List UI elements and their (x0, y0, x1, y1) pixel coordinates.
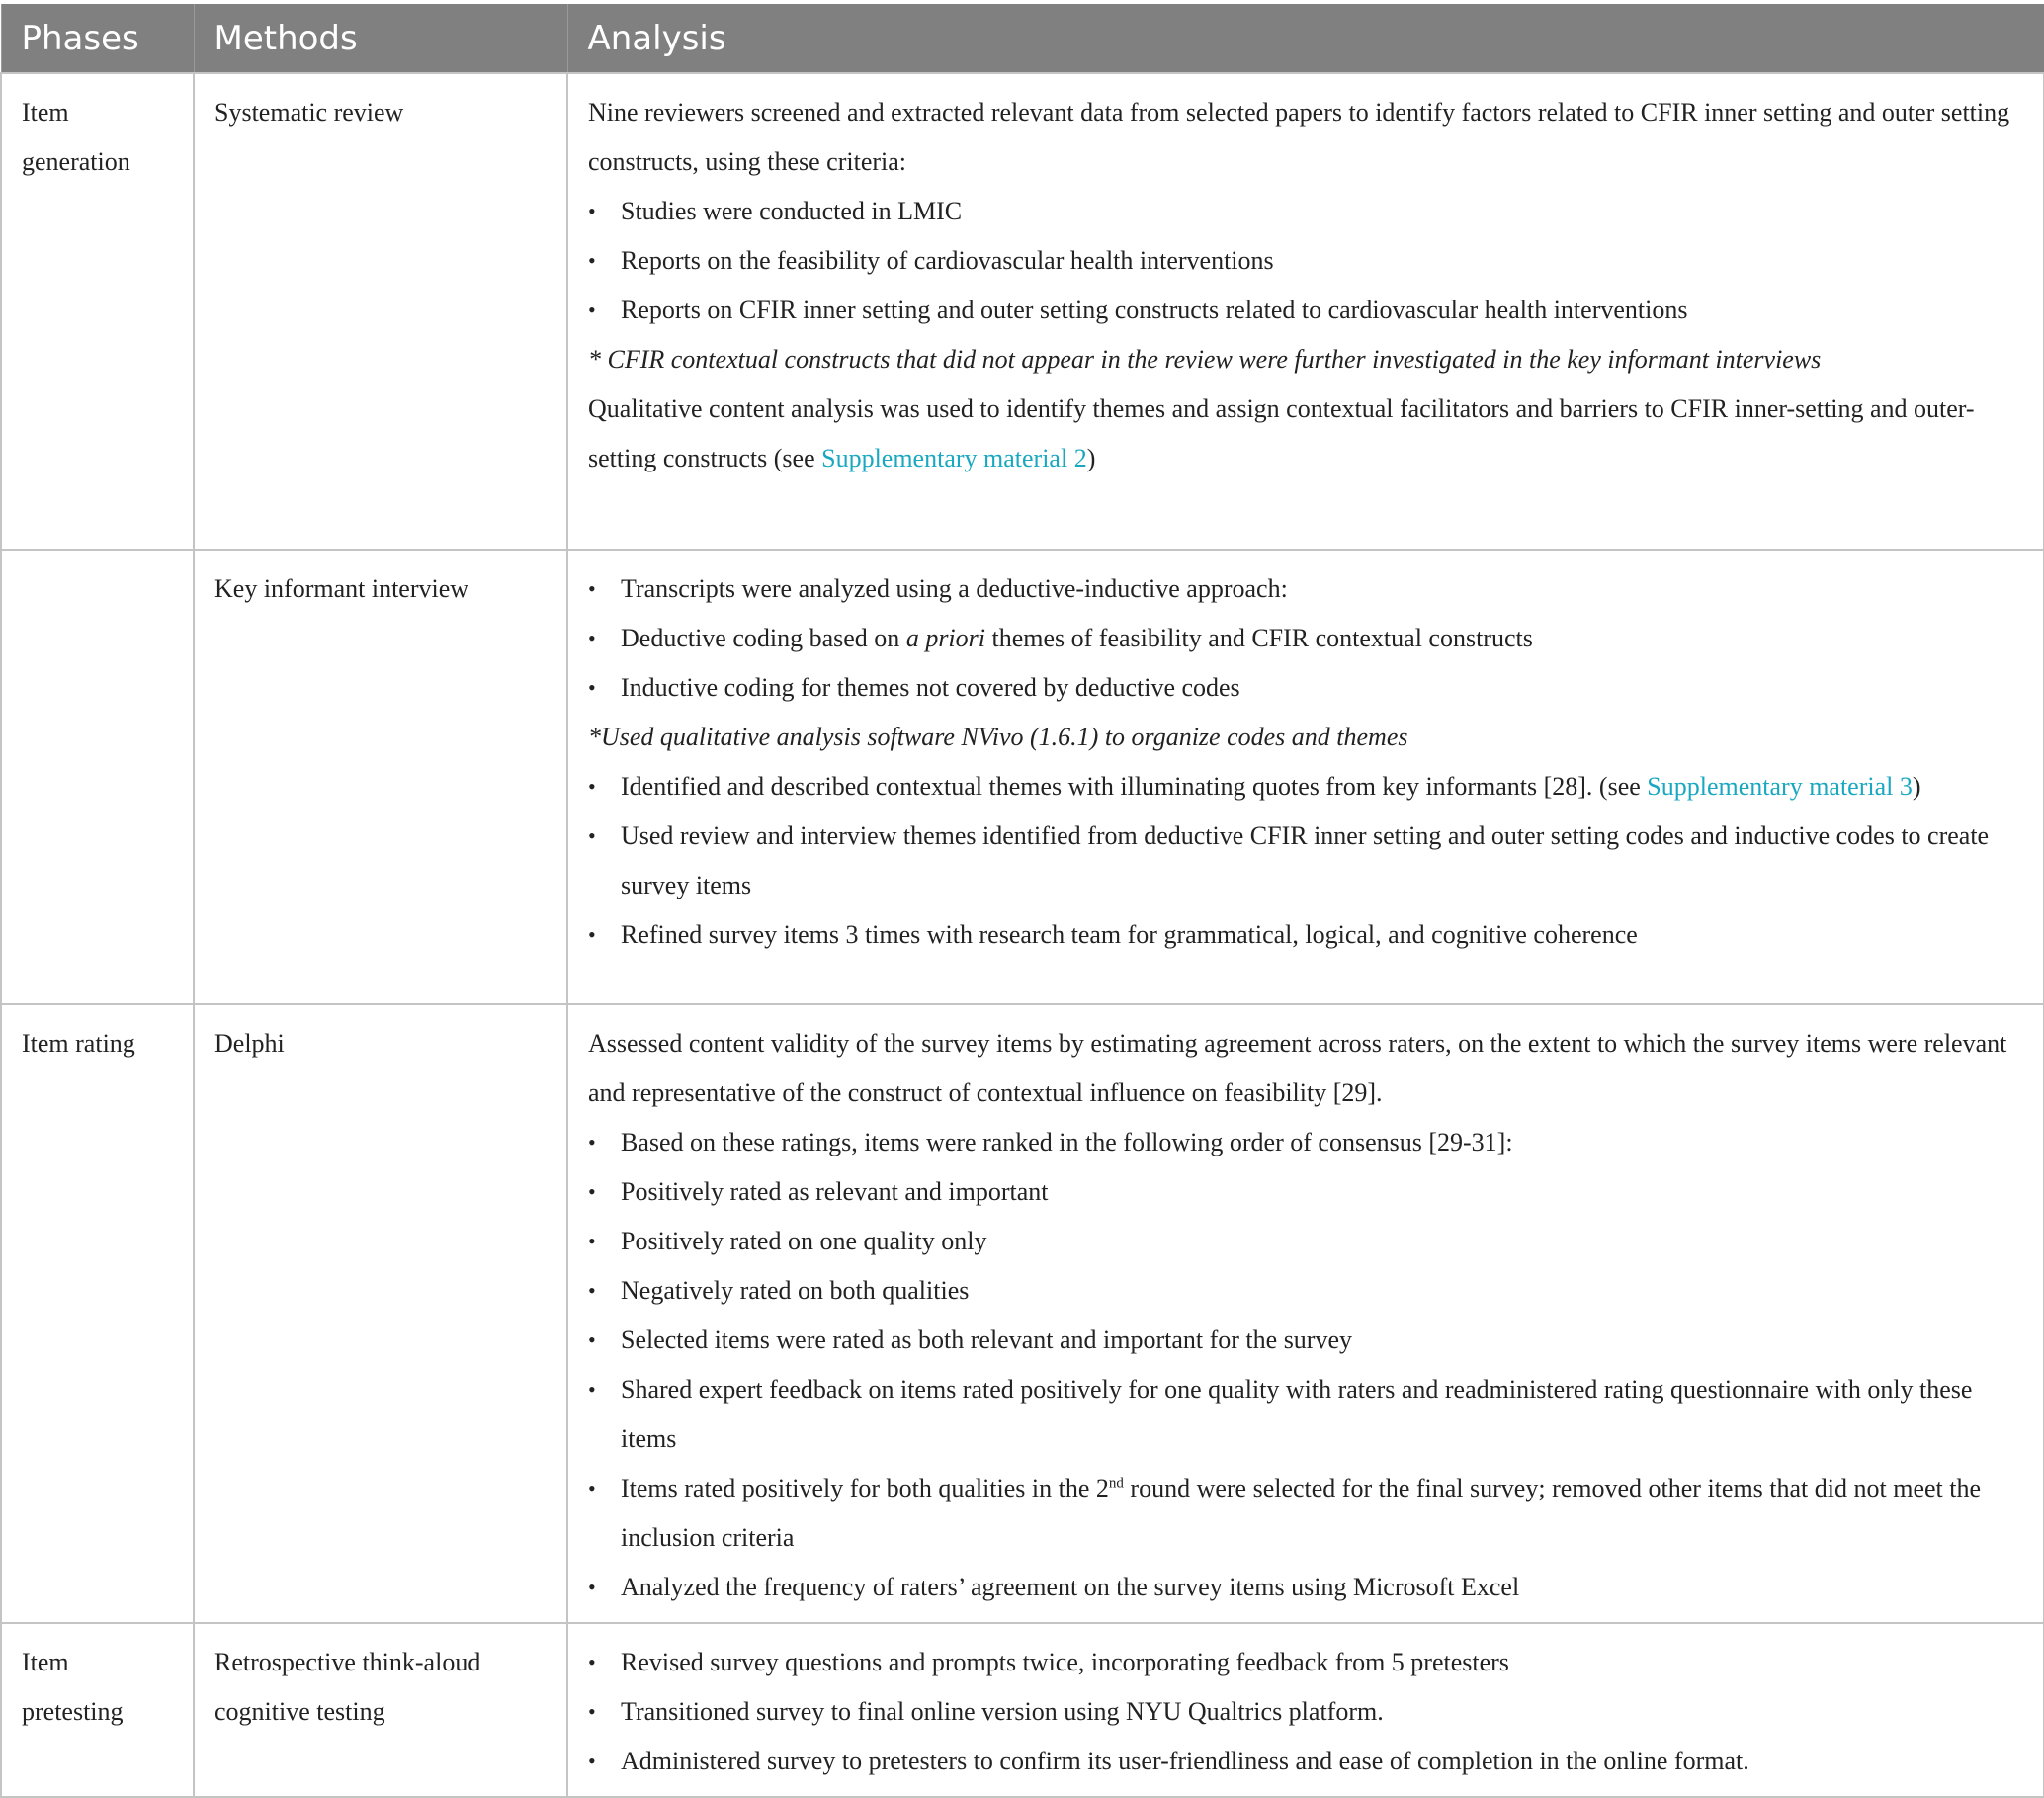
bullet-item: • Used review and interview themes identified from deductive CFIR inner setting and outer setting codes and inductive codes to create survey items (588, 812, 2025, 910)
methods-table (0, 4, 2044, 1798)
bullet-item: • Administered survey to pretesters to confirm its user-friendliness and ease of completion in the online format. (588, 1737, 2025, 1786)
analysis-intro: Assessed content validity of the survey items by estimating agreement across raters, on the extent to which the survey items were relevant and representative of the construct of contextual influence on feasibility [29]. (588, 1029, 2007, 1107)
analysis-cell (567, 550, 2044, 1004)
bullet-text: Identified and described contextual themes with illuminating quotes from key informants [28]. (see (621, 772, 1648, 801)
analysis-cell (567, 1623, 2044, 1797)
method-cell: Systematic review (194, 73, 567, 550)
supplementary-material-2-link[interactable]: Supplementary material 2 (821, 444, 1087, 472)
header-methods: Methods (194, 4, 567, 73)
bullet-item: • Revised survey questions and prompts twice, incorporating feedback from 5 pretesters (588, 1638, 2025, 1687)
bullet-text: Items rated positively for both qualities in the 2 (621, 1474, 1109, 1502)
analysis-note: * CFIR contextual constructs that did not appear in the review were further investigated in the key informant interviews (588, 345, 1822, 374)
header-phases: Phases (1, 4, 194, 73)
bullet-item: • Positively rated on one quality only (588, 1217, 2025, 1266)
supplementary-material-3-link[interactable]: Supplementary material 3 (1647, 772, 1913, 801)
bullet-item: • Shared expert feedback on items rated positively for one quality with raters and readministered rating questionnaire with only these items (588, 1365, 2025, 1464)
bullet-item: • Positively rated as relevant and important (588, 1167, 2025, 1217)
closing-paren: ) (1086, 444, 1096, 472)
bullet-item: • Transcripts were analyzed using a deductive-inductive approach: (588, 564, 2025, 614)
bullet-item: • Studies were conducted in LMIC (588, 187, 2025, 236)
bullet-item: • Negatively rated on both qualities (588, 1266, 2025, 1316)
bullet-text: ) (1912, 772, 1921, 801)
analysis-note: *Used qualitative analysis software NVivo (1.6.1) to organize codes and themes (588, 723, 1408, 751)
bullet-text: Deductive coding based on (621, 624, 906, 652)
analysis-cell (567, 1004, 2044, 1623)
table-row (1, 1623, 2044, 1797)
ordinal-suffix: nd (1108, 1475, 1124, 1492)
bullet-item: • Inductive coding for themes not covered by deductive codes (588, 663, 2025, 713)
analysis-intro: Nine reviewers screened and extracted relevant data from selected papers to identify factors related to CFIR inner setting and outer setting constructs, using these criteria: (588, 98, 2010, 176)
phase-cell: Item generation (1, 73, 194, 550)
bullet-item: • Analyzed the frequency of raters’ agreement on the survey items using Microsoft Excel (588, 1563, 2025, 1612)
header-analysis: Analysis (567, 4, 2044, 73)
table-header (1, 4, 2044, 73)
analysis-closing (588, 385, 2025, 483)
phase-cell: Item pretesting (1, 1623, 194, 1797)
bullet-item: • Based on these ratings, items were ranked in the following order of consensus [29-31]: (588, 1118, 2025, 1167)
bullet-text: round were selected for the final survey; removed other items that did not meet the inclusion criteria (621, 1474, 1982, 1552)
method-cell: Retrospective think-aloud cognitive testing (194, 1623, 567, 1797)
bullet-item (588, 614, 2025, 663)
method-cell: Key informant interview (194, 550, 567, 1004)
phase-cell (1, 550, 194, 1004)
bullet-item (588, 1464, 2025, 1563)
bullet-item: • Refined survey items 3 times with research team for grammatical, logical, and cognitive coherence (588, 910, 2025, 960)
closing-text: Qualitative content analysis was used to identify themes and assign contextual facilitators and barriers to CFIR inner-setting and outer-setting constructs (see (588, 394, 1975, 472)
bullet-item: • Reports on the feasibility of cardiovascular health interventions (588, 236, 2025, 286)
bullet-italic: a priori (905, 624, 985, 652)
table-row (1, 1004, 2044, 1623)
table-row (1, 550, 2044, 1004)
bullet-text: themes of feasibility and CFIR contextual constructs (985, 624, 1533, 652)
method-cell: Delphi (194, 1004, 567, 1623)
phase-cell: Item rating (1, 1004, 194, 1623)
bullet-item: • Transitioned survey to final online version using NYU Qualtrics platform. (588, 1687, 2025, 1737)
bullet-item: • Selected items were rated as both relevant and important for the survey (588, 1316, 2025, 1365)
bullet-item: • Reports on CFIR inner setting and outer setting constructs related to cardiovascular health interventions (588, 286, 2025, 335)
table-row (1, 73, 2044, 550)
analysis-cell (567, 73, 2044, 550)
bullet-item (588, 762, 2025, 812)
